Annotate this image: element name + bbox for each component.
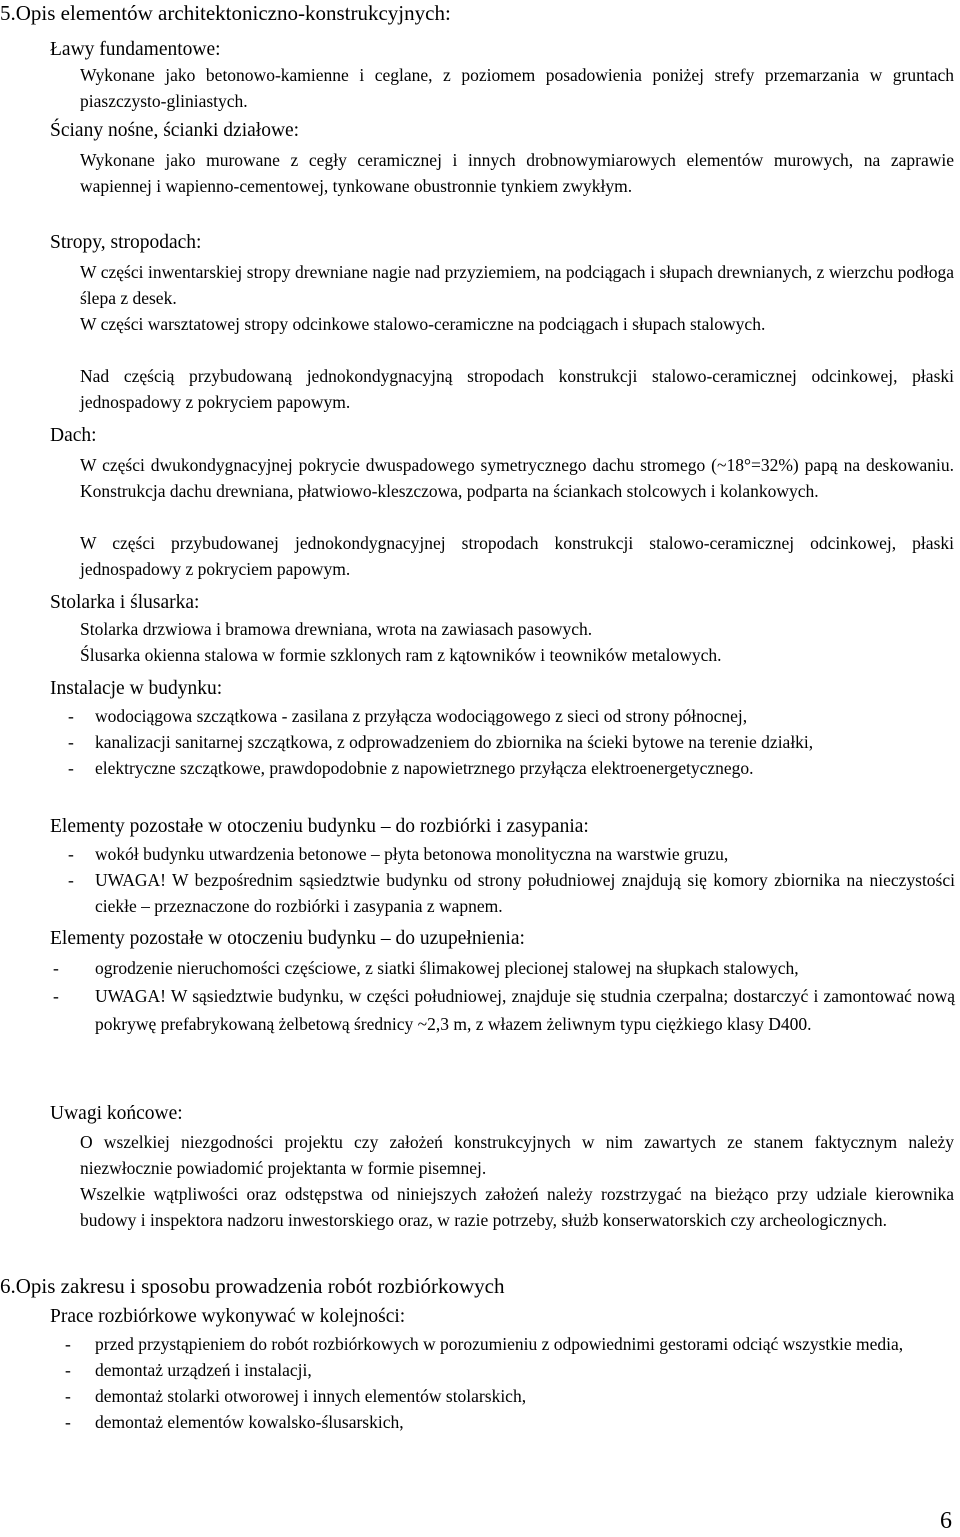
para-stropy-1: W części inwentarskiej stropy drewniane nagie nad przyziemiem, na podciągach i słupach drewnianych, z wierzchu podłoga ślepa z desek. [80, 262, 954, 308]
list-dash: - [68, 844, 74, 864]
list-item [53, 954, 955, 982]
para-dach-2: W części przybudowanej jednokondygnacyjnej stropodach konstrukcji stalowo-ceramicznej odcinkowej, płaski jednospadowy z pokryciem papowym. [80, 533, 954, 579]
list-item [65, 1383, 955, 1409]
heading-dach: Dach: [50, 425, 97, 446]
para-stolarka-1: Stolarka drzwiowa i bramowa drewniana, wrota na zawiasach pasowych. [80, 619, 593, 639]
list-item [65, 1331, 955, 1357]
list-item-text: demontaż urządzeń i instalacji, [95, 1360, 312, 1380]
heading-stolarka: Stolarka i ślusarka: [50, 592, 200, 613]
section-5-number: 5. [0, 1, 16, 25]
list-dash: - [65, 1334, 71, 1354]
list-item-text: elektryczne szczątkowe, prawdopodobnie z napowietrznego przyłącza elektroenergetycznego. [95, 758, 754, 778]
para-uwagi-2: Wszelkie wątpliwości oraz odstępstwa od niniejszych założeń należy rozstrzygać na bieżąco przy udziale kierownika budowy i inspektora nadzoru inwestorskiego oraz, w razie potrzeby, służb konserwatorskich czy archeologicznych. [80, 1184, 954, 1230]
list-item-text: ogrodzenie nieruchomości częściowe, z siatki ślimakowej plecionej stalowej na słupkach stalowych, [95, 958, 799, 978]
list-item [68, 841, 955, 867]
para-uwagi-1: O wszelkiej niezgodności projektu czy założeń konstrukcyjnych w nim zawartych ze stanem faktycznym należy niezwłocznie powiadomić projektanta w formie pisemnej. [80, 1132, 954, 1178]
list-item-text: demontaż elementów kowalsko-ślusarskich, [95, 1412, 404, 1432]
list-dash: - [65, 1412, 71, 1432]
section-6-title [0, 1273, 504, 1299]
list-item [68, 729, 955, 755]
section-6-title-text: Opis zakresu i sposobu prowadzenia robót rozbiórkowych [15, 1274, 505, 1298]
list-item [65, 1409, 955, 1435]
list-item-text: wodociągowa szczątkowa - zasilana z przyłącza wodociągowego z sieci od strony północnej, [95, 706, 748, 726]
list-dash: - [53, 986, 59, 1006]
list-dash: - [65, 1386, 71, 1406]
list-item-text: wokół budynku utwardzenia betonowe – płyta betonowa monolityczna na warstwie gruzu, [95, 844, 729, 864]
list-item [68, 703, 955, 729]
list-item [68, 755, 955, 781]
list-instalacje [68, 703, 955, 781]
para-sciany: Wykonane jako murowane z cegły ceramicznej i innych drobnowymiarowych elementów murowych, na zaprawie wapiennej i wapienno-cementowej, tynkowane obustronnie tynkiem zwykłym. [80, 150, 954, 196]
heading-instalacje: Instalacje w budynku: [50, 678, 223, 699]
heading-uzupelnienie: Elementy pozostałe w otoczeniu budynku – do uzupełnienia: [50, 928, 525, 949]
heading-prace: Prace rozbiórkowe wykonywać w kolejności: [50, 1306, 406, 1327]
para-dach-1: W części dwukondygnacyjnej pokrycie dwuspadowego symetrycznego dachu stromego (~18°=32%) papą na deskowaniu. Konstrukcja dachu drewniana, płatwiowo-kleszczowa, podparta na ściankach stolcowych i kolankowych. [80, 455, 954, 501]
para-stolarka-2: Ślusarka okienna stalowa w formie szklonych ram z kątowników i teowników metalowych. [80, 645, 722, 665]
heading-uwagi: Uwagi końcowe: [50, 1103, 183, 1124]
list-item [65, 1357, 955, 1383]
list-prace [65, 1331, 955, 1435]
list-item-text: UWAGA! W sąsiedztwie budynku, w części południowej, znajduje się studnia czerpalna; dostarczyć i zamontować nową pokrywę prefabrykowaną żelbetową średnicy ~2,3 m, z włazem żeliwnym typu ciężkiego klasy D400. [95, 986, 955, 1034]
section-6-number: 6. [0, 1274, 16, 1298]
section-5-title-text: Opis elementów architektoniczno-konstrukcyjnych: [15, 1, 451, 25]
list-dash: - [65, 1360, 71, 1380]
heading-rozbiorka: Elementy pozostałe w otoczeniu budynku – do rozbiórki i zasypania: [50, 816, 589, 837]
list-dash: - [68, 732, 74, 752]
heading-sciany: Ściany nośne, ścianki działowe: [50, 120, 300, 141]
list-dash: - [68, 758, 74, 778]
list-uzupelnienie [53, 954, 955, 1038]
heading-stropy: Stropy, stropodach: [50, 232, 202, 253]
list-item-text: kanalizacji sanitarnej szczątkowa, z odprowadzeniem do zbiornika na ścieki bytowe na terenie działki, [95, 732, 814, 752]
list-dash: - [68, 706, 74, 726]
para-stropy-3: Nad częścią przybudowaną jednokondygnacyjną stropodach konstrukcji stalowo-ceramicznej odcinkowej, płaski jednospadowy z pokryciem papowym. [80, 366, 954, 412]
page-number: 6 [940, 1508, 952, 1534]
section-5-title [0, 0, 451, 26]
list-item [68, 867, 955, 919]
list-item-text: przed przystąpieniem do robót rozbiórkowych w porozumieniu z odpowiednimi gestorami odciąć wszystkie media, [95, 1334, 904, 1354]
para-lawy: Wykonane jako betonowo-kamienne i ceglane, z poziomem posadowienia poniżej strefy przemarzania w gruntach piaszczysto-gliniastych. [80, 65, 954, 111]
para-stropy-2: W części warsztatowej stropy odcinkowe stalowo-ceramiczne na podciągach i słupach stalowych. [80, 314, 766, 334]
list-dash: - [68, 870, 74, 890]
list-dash: - [53, 958, 59, 978]
list-item-text: UWAGA! W bezpośrednim sąsiedztwie budynku od strony południowej znajdują się komory zbiornika na nieczystości ciekłe – przeznaczone do rozbiórki i zasypania z wapnem. [95, 870, 955, 916]
list-rozbiorka [68, 841, 955, 919]
heading-lawy: Ławy fundamentowe: [50, 39, 221, 60]
list-item-text: demontaż stolarki otworowej i innych elementów stolarskich, [95, 1386, 527, 1406]
list-item [53, 982, 955, 1038]
